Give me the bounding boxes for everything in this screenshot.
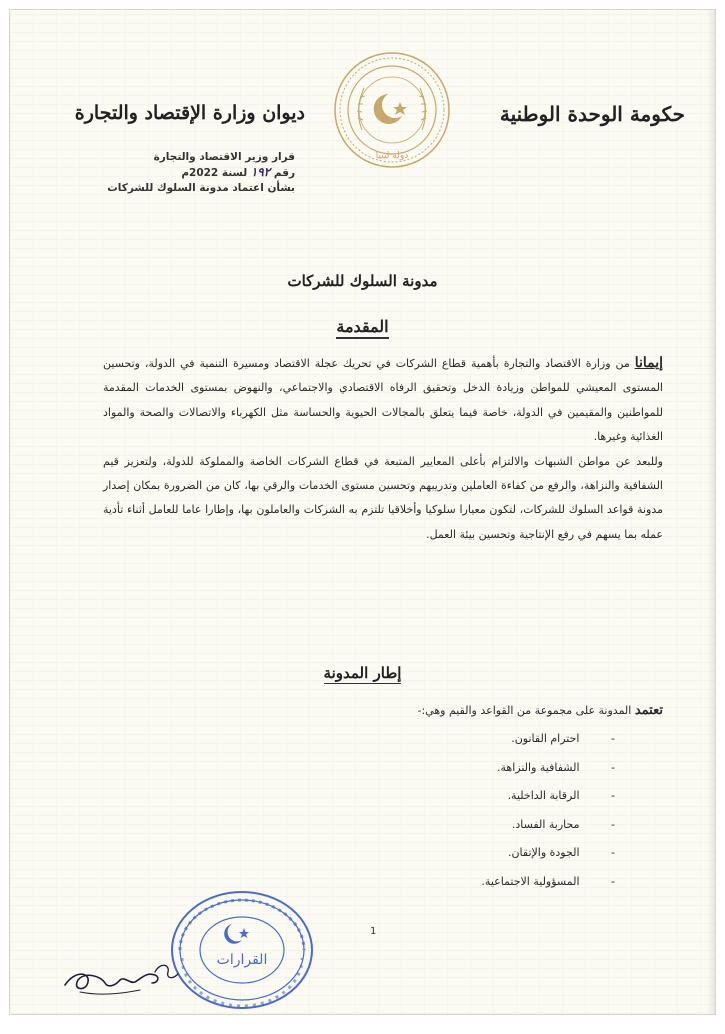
frame-heading-wrap <box>10 664 715 682</box>
intro-body <box>103 351 663 547</box>
ministry-name: ديوان وزارة الإقتصاد والتجارة <box>74 102 305 124</box>
frame-intro <box>103 703 663 718</box>
decision-number-handwritten: ١٩٢ <box>250 165 271 179</box>
handwritten-signature <box>60 950 200 1010</box>
frame-intro-text: المدونة على مجموعة من القواعد والقيم وهي:- <box>417 704 632 717</box>
paragraph-1 <box>103 351 663 450</box>
value-text: المسؤولية الاجتماعية. <box>481 874 580 888</box>
list-dash: - <box>611 817 615 831</box>
list-item <box>315 875 615 904</box>
value-text: الرقابة الداخلية. <box>507 789 580 802</box>
value-text: الشفافية والنزاهة. <box>497 760 580 774</box>
document-title: مدونة السلوك للشركات <box>287 272 438 290</box>
intro-heading: المقدمة <box>336 317 388 339</box>
decision-line1: قرار وزير الاقتصاد والتجارة <box>153 151 295 163</box>
decision-number-prefix: رقم <box>273 167 295 179</box>
list-dash: - <box>611 846 615 859</box>
list-item <box>315 846 615 875</box>
paragraph-1-text: من وزارة الاقتصاد والتجارة بأهمية قطاع الشركات في تحريك عجلة الاقتصاد ومسيرة التنمية في الدولة، وتحسين المستوى المعيشي للمواطن وزيادة الدخل وتحقيق الرفاه الاقتصادي والاجتماعي، والنهوض بمستوى الخدمات المقدمة للمواطنين والمقيمين في الدولة، خاصة فيما يتعلق بالمجالات الحيوية والحساسة مثل الكهرباء والاتصالات والصحة والمواد الغذائية وغيرها. <box>103 357 663 444</box>
decision-number-line <box>105 165 295 181</box>
document-page <box>10 10 715 1014</box>
paragraph-2: وللبعد عن مواطن الشبهات والالتزام بأعلى المعايير المتبعة في قطاع الشركات الخاصة والمملوكة للدولة، ولتعزيز قيم الشفافية والنزاهة، والرفع من كفاءة العاملين وتدريبهم وتحسين مستوى الخدمات والرقي بها، كان من الضرورة بمكان إصدار مدونة قواعد السلوك للشركات، لتكون معيارا سلوكيا وأخلاقيا تلتزم به الشركات والعاملون بها، وإطارا عاما للعامل أثناء تأدية عمله بما يسهم في رفع الإنتاجية وتحسين بيئة العمل. <box>103 454 663 541</box>
page-shadow-edge <box>707 10 715 1014</box>
list-dash: - <box>611 874 615 888</box>
list-item <box>315 761 615 790</box>
list-item <box>315 789 615 818</box>
frame-heading: إطار المدونة <box>323 664 402 682</box>
emblem-text: دولة ليبيا <box>375 151 409 161</box>
list-item <box>315 818 615 847</box>
decision-block <box>105 150 295 196</box>
page-number: 1 <box>370 926 377 937</box>
decision-subject: بشأن اعتماد مدونة السلوك للشركات <box>107 182 295 194</box>
intro-heading-wrap <box>10 317 715 336</box>
stamp-center-text: القرارات <box>216 952 268 968</box>
list-dash: - <box>611 760 615 774</box>
government-name: حكومة الوحدة الوطنية <box>499 102 685 126</box>
list-dash: - <box>611 789 615 802</box>
list-item <box>315 732 615 761</box>
frame-intro-lead: تعتمد <box>634 703 663 718</box>
values-list <box>315 732 615 903</box>
decision-year: لسنة 2022م <box>181 167 248 179</box>
state-emblem-seal <box>332 50 452 170</box>
value-text: محاربة الفساد. <box>511 817 580 831</box>
list-dash: - <box>611 732 615 745</box>
paragraph-1-lead: إيمانا <box>634 355 663 371</box>
value-text: الجودة والإتقان. <box>507 846 580 859</box>
value-text: احترام القانون. <box>511 732 580 745</box>
